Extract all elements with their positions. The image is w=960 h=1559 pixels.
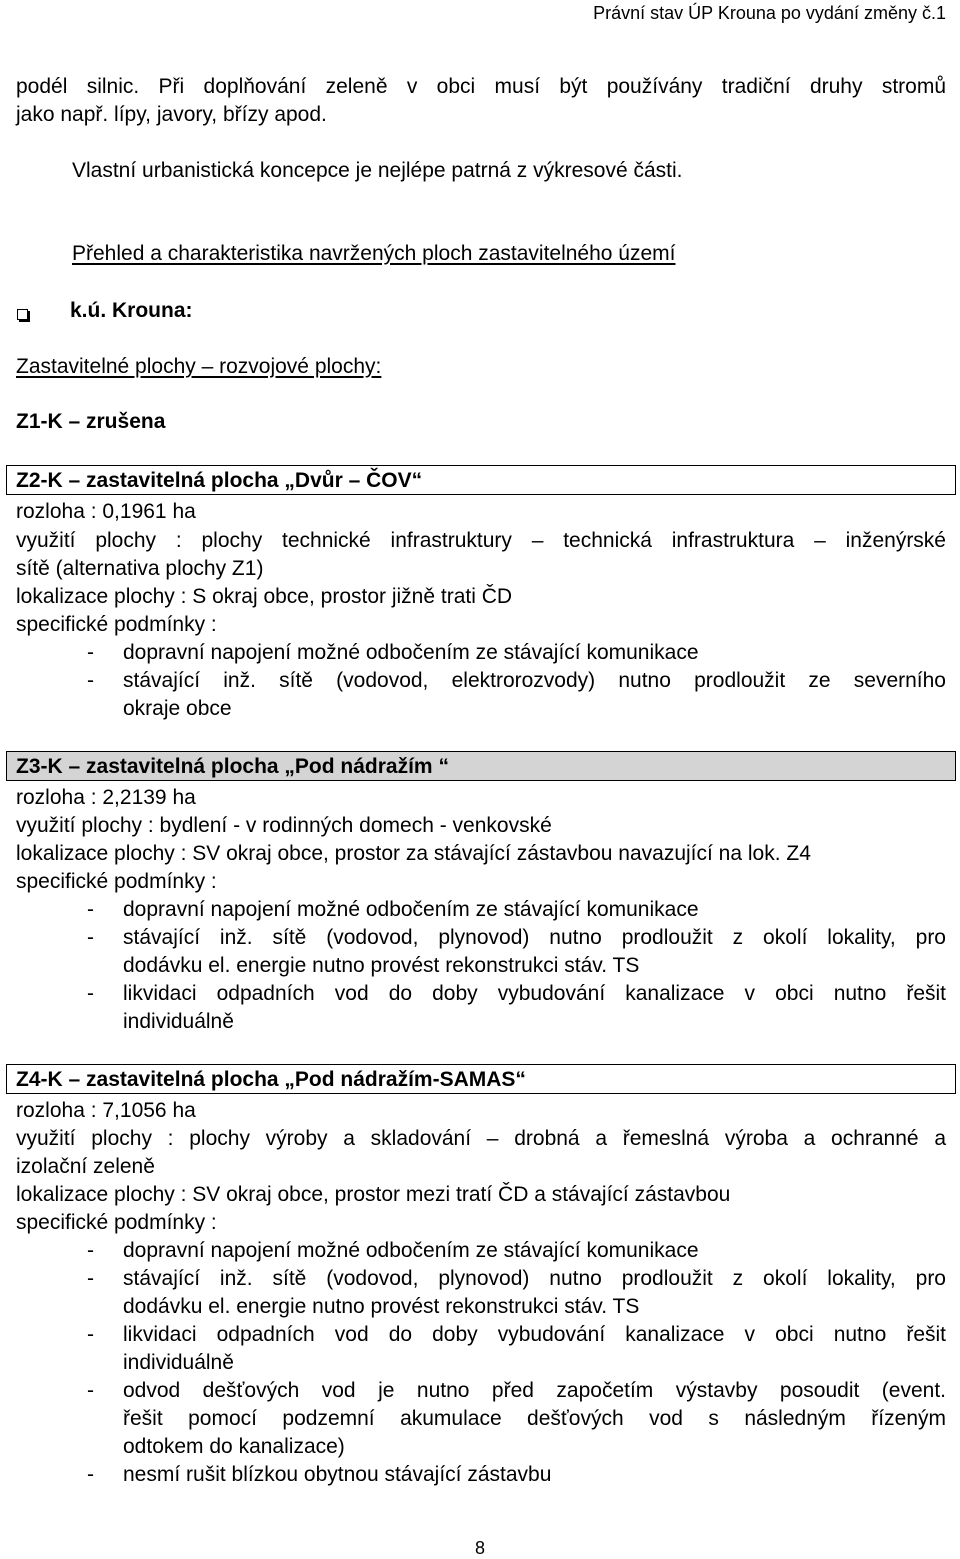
- z2-condition-2-cont: okraje obce: [123, 697, 232, 720]
- z2-condition-2: stávající inž. sítě (vodovod, elektrorozvody) nutno prodloužit ze severního: [123, 669, 946, 692]
- list-dash: -: [87, 641, 94, 664]
- z1-title: Z1-K – zrušena: [16, 410, 166, 433]
- intro-line-1: podél silnic. Při doplňování zeleně v obci musí být používány tradiční druhy stromů: [16, 75, 946, 98]
- overview-heading: Přehled a charakteristika navržených ploch zastavitelného území: [72, 242, 676, 265]
- list-dash: -: [87, 898, 94, 921]
- z4-usage-line-2: izolační zeleně: [16, 1155, 155, 1178]
- z3-condition-2-cont: dodávku el. energie nutno provést rekonstrukci stáv. TS: [123, 954, 640, 977]
- z3-title-box: Z3-K – zastavitelná plocha „Pod nádražím “: [6, 751, 956, 781]
- z4-conditions-label: specifické podmínky :: [16, 1211, 217, 1234]
- z3-condition-2: stávající inž. sítě (vodovod, plynovod) nutno prodloužit z okolí lokality, pro: [123, 926, 946, 949]
- z4-condition-4: odvod dešťových vod je nutno před započetím výstavby posoudit (event.: [123, 1379, 946, 1402]
- cadastral-label: k.ú. Krouna:: [70, 299, 193, 322]
- list-dash: -: [87, 1267, 94, 1290]
- z3-conditions-label: specifické podmínky :: [16, 870, 217, 893]
- z2-usage-line-2: sítě (alternativa plochy Z1): [16, 557, 264, 580]
- z3-area: rozloha : 2,2139 ha: [16, 786, 196, 809]
- list-dash: -: [87, 926, 94, 949]
- list-dash: -: [87, 1323, 94, 1346]
- z2-title-box: Z2-K – zastavitelná plocha „Dvůr – ČOV“: [6, 465, 956, 495]
- z4-condition-2-cont: dodávku el. energie nutno provést rekonstrukci stáv. TS: [123, 1295, 640, 1318]
- z4-area: rozloha : 7,1056 ha: [16, 1099, 196, 1122]
- z4-usage-line-1: využití plochy : plochy výroby a skladování – drobná a řemeslná výroba a ochranné a: [16, 1127, 946, 1150]
- list-dash: -: [87, 669, 94, 692]
- z4-condition-1: dopravní napojení možné odbočením ze stávající komunikace: [123, 1239, 699, 1262]
- z3-usage: využití plochy : bydlení - v rodinných domech - venkovské: [16, 814, 552, 837]
- z4-condition-3: likvidaci odpadních vod do doby vybudování kanalizace v obci nutno řešit: [123, 1323, 946, 1346]
- z3-location: lokalizace plochy : SV okraj obce, prostor za stávající zástavbou navazující na lok. Z4: [16, 842, 811, 865]
- z4-condition-2: stávající inž. sítě (vodovod, plynovod) nutno prodloužit z okolí lokality, pro: [123, 1267, 946, 1290]
- z3-condition-3: likvidaci odpadních vod do doby vybudování kanalizace v obci nutno řešit: [123, 982, 946, 1005]
- z2-conditions-label: specifické podmínky :: [16, 613, 217, 636]
- z2-location: lokalizace plochy : S okraj obce, prostor jižně trati ČD: [16, 585, 513, 608]
- list-dash: -: [87, 1239, 94, 1262]
- z2-area: rozloha : 0,1961 ha: [16, 500, 196, 523]
- z4-condition-4-cont-1: řešit pomocí podzemní akumulace dešťových vod s následným řízeným: [123, 1407, 946, 1430]
- list-dash: -: [87, 1463, 94, 1486]
- intro-line-2: jako např. lípy, javory, břízy apod.: [16, 103, 327, 126]
- section-title: Zastavitelné plochy – rozvojové plochy:: [16, 355, 382, 378]
- checkbox-bullet-icon: [17, 309, 28, 320]
- z3-condition-1: dopravní napojení možné odbočením ze stávající komunikace: [123, 898, 699, 921]
- z4-condition-5: nesmí rušit blízkou obytnou stávající zástavbu: [123, 1463, 552, 1486]
- concept-note: Vlastní urbanistická koncepce je nejlépe patrná z výkresové části.: [72, 159, 683, 182]
- z4-condition-3-cont: individuálně: [123, 1351, 234, 1374]
- z4-location: lokalizace plochy : SV okraj obce, prostor mezi tratí ČD a stávající zástavbou: [16, 1183, 731, 1206]
- page-header: Právní stav ÚP Krouna po vydání změny č.1: [593, 3, 946, 23]
- z4-condition-4-cont-2: odtokem do kanalizace): [123, 1435, 345, 1458]
- page-number: 8: [474, 1538, 485, 1558]
- z3-condition-3-cont: individuálně: [123, 1010, 234, 1033]
- list-dash: -: [87, 1379, 94, 1402]
- list-dash: -: [87, 982, 94, 1005]
- z4-title-box: Z4-K – zastavitelná plocha „Pod nádražím-SAMAS“: [6, 1064, 956, 1094]
- z2-condition-1: dopravní napojení možné odbočením ze stávající komunikace: [123, 641, 699, 664]
- z2-usage-line-1: využití plochy : plochy technické infrastruktury – technická infrastruktura – inženýrské: [16, 529, 946, 552]
